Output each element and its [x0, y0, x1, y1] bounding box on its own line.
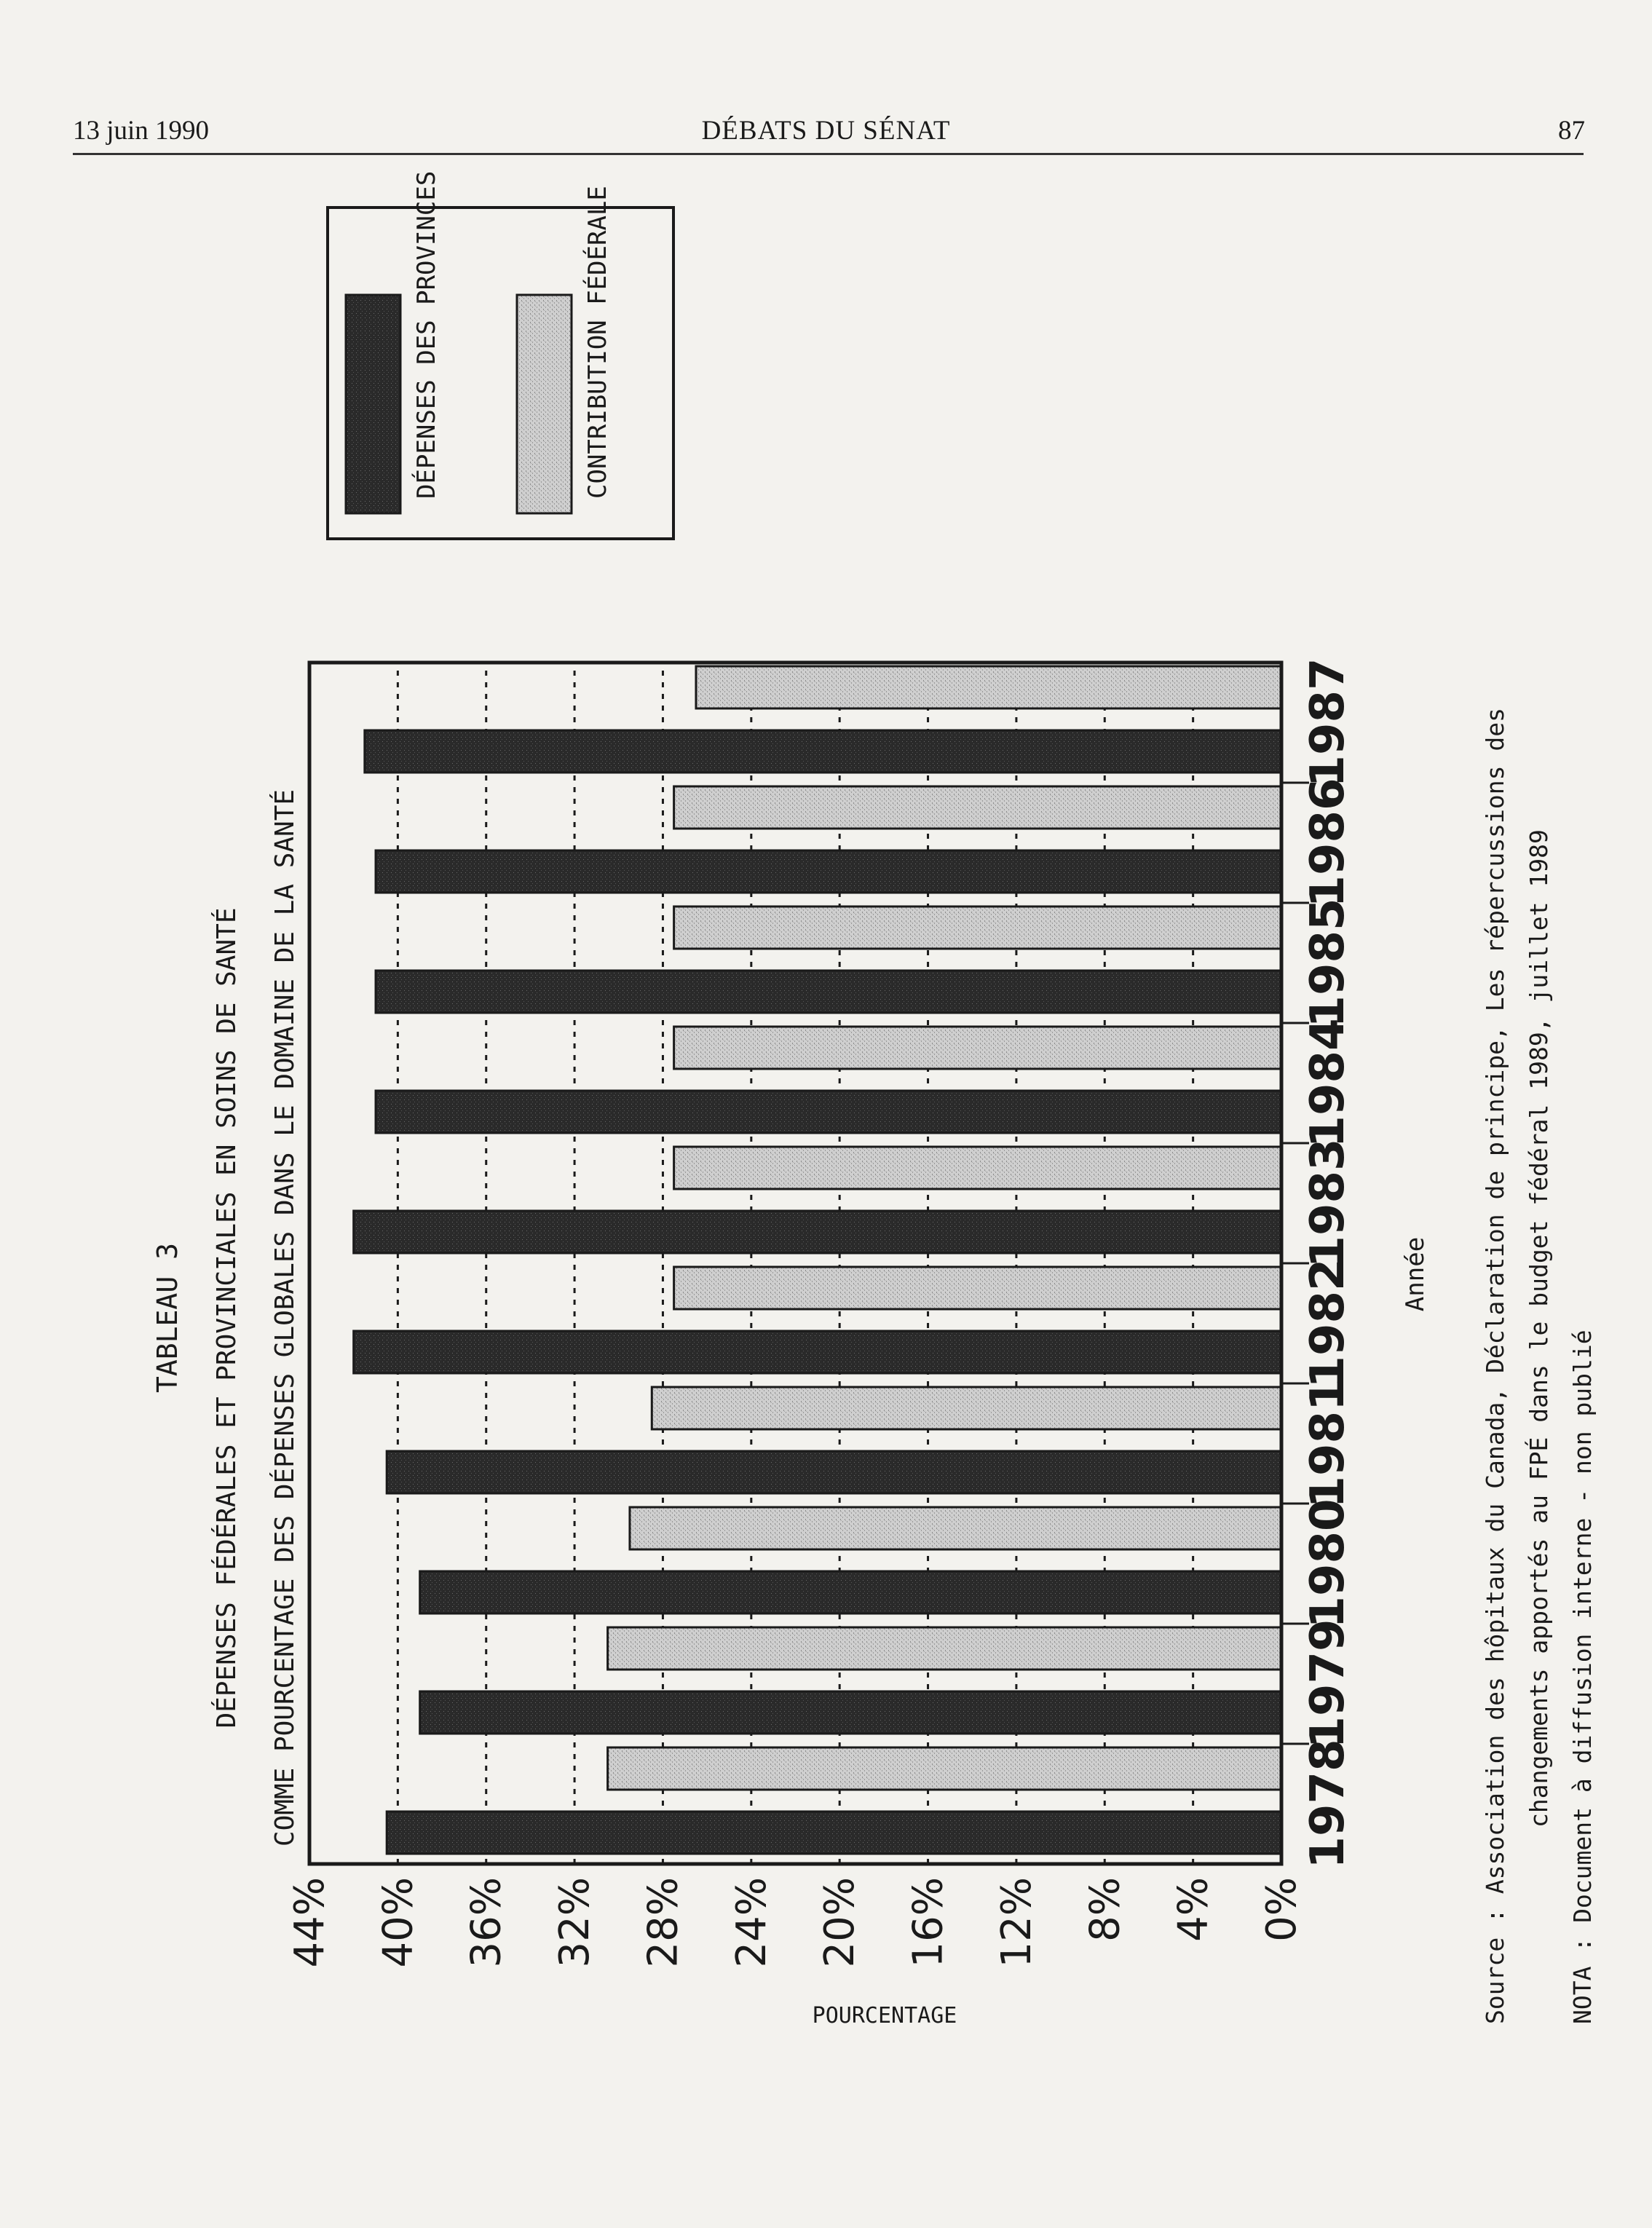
- y-tick-label: 8%: [1081, 1877, 1129, 1942]
- header-title: DÉBATS DU SÉNAT: [701, 116, 951, 146]
- header-page-number: 87: [1558, 116, 1585, 146]
- x-axis-label: Année: [1401, 1236, 1430, 1312]
- x-tick-label: 1987: [1301, 657, 1355, 788]
- bar-federal: [630, 1507, 1281, 1549]
- y-tick-label: 36%: [462, 1877, 510, 1968]
- plot-area: [286, 657, 1355, 1967]
- note-line: NOTA : Document à diffusion interne - non publié: [1568, 1330, 1597, 2024]
- x-tick-label: 1980: [1301, 1498, 1355, 1629]
- y-tick-label: 28%: [639, 1877, 687, 1968]
- y-tick-label: 24%: [727, 1877, 775, 1968]
- bar-federal: [674, 906, 1281, 949]
- rotated-figure: [58, 73, 1609, 2075]
- x-tick-label: 1984: [1301, 1018, 1355, 1148]
- legend-swatch-federal: [517, 295, 572, 513]
- bar-federal: [696, 666, 1281, 708]
- bar-provinces: [376, 971, 1281, 1013]
- chart-figure: [58, 73, 1609, 2075]
- x-tick-label: 1981: [1301, 1378, 1355, 1509]
- bar-federal: [674, 1267, 1281, 1309]
- legend-label-provinces: DÉPENSES DES PROVINCES: [412, 170, 441, 499]
- bar-federal: [674, 1027, 1281, 1069]
- header-date: 13 juin 1990: [73, 116, 210, 146]
- bar-federal: [652, 1387, 1281, 1429]
- x-tick-label: 1979: [1301, 1619, 1355, 1749]
- bar-federal: [608, 1747, 1281, 1790]
- y-axis-label: POURCENTAGE: [812, 2003, 957, 2028]
- chart-supertitle: TABLEAU 3: [151, 1243, 183, 1393]
- bar-provinces: [420, 1571, 1281, 1613]
- y-tick-label: 16%: [904, 1877, 952, 1968]
- y-tick-label: 20%: [816, 1877, 864, 1968]
- bar-provinces: [354, 1331, 1281, 1373]
- y-tick-label: 0%: [1258, 1877, 1305, 1942]
- bar-provinces: [387, 1812, 1281, 1854]
- bar-federal: [608, 1627, 1281, 1670]
- x-tick-label: 1982: [1301, 1258, 1355, 1388]
- x-tick-label: 1978: [1301, 1739, 1355, 1869]
- y-tick-label: 12%: [992, 1877, 1040, 1968]
- bar-federal: [674, 1147, 1281, 1189]
- bar-provinces: [365, 730, 1281, 773]
- chart-title-line1: DÉPENSES FÉDÉRALES ET PROVINCIALES EN SOINS DE SANTÉ: [212, 907, 242, 1729]
- y-tick-label: 4%: [1169, 1877, 1217, 1942]
- source-line-1: Source : Association des hôpitaux du Canada, Déclaration de principe, Les répercussions des: [1481, 708, 1509, 2024]
- bar-provinces: [376, 1091, 1281, 1133]
- legend-label-federal: CONTRIBUTION FÉDÉRALE: [583, 186, 612, 499]
- x-tick-label: 1983: [1301, 1138, 1355, 1268]
- x-tick-label: 1986: [1301, 778, 1355, 908]
- plot-frame: [309, 663, 1281, 1864]
- bar-provinces: [354, 1211, 1281, 1253]
- y-tick-label: 44%: [286, 1877, 333, 1968]
- chart-legend: [328, 171, 673, 539]
- x-tick-label: 1985: [1301, 898, 1355, 1028]
- legend-swatch-provinces: [346, 295, 400, 513]
- y-tick-label: 40%: [374, 1877, 422, 1968]
- chart-title-line2: COMME POURCENTAGE DES DÉPENSES GLOBALES DANS LE DOMAINE DE LA SANTÉ: [270, 789, 300, 1847]
- bar-provinces: [387, 1451, 1281, 1493]
- bar-provinces: [420, 1691, 1281, 1734]
- bar-provinces: [376, 850, 1281, 893]
- source-line-2: changements apportés au FPÉ dans le budget fédéral 1989, juillet 1989: [1525, 829, 1553, 1828]
- bar-federal: [674, 786, 1281, 829]
- y-tick-label: 32%: [551, 1877, 599, 1968]
